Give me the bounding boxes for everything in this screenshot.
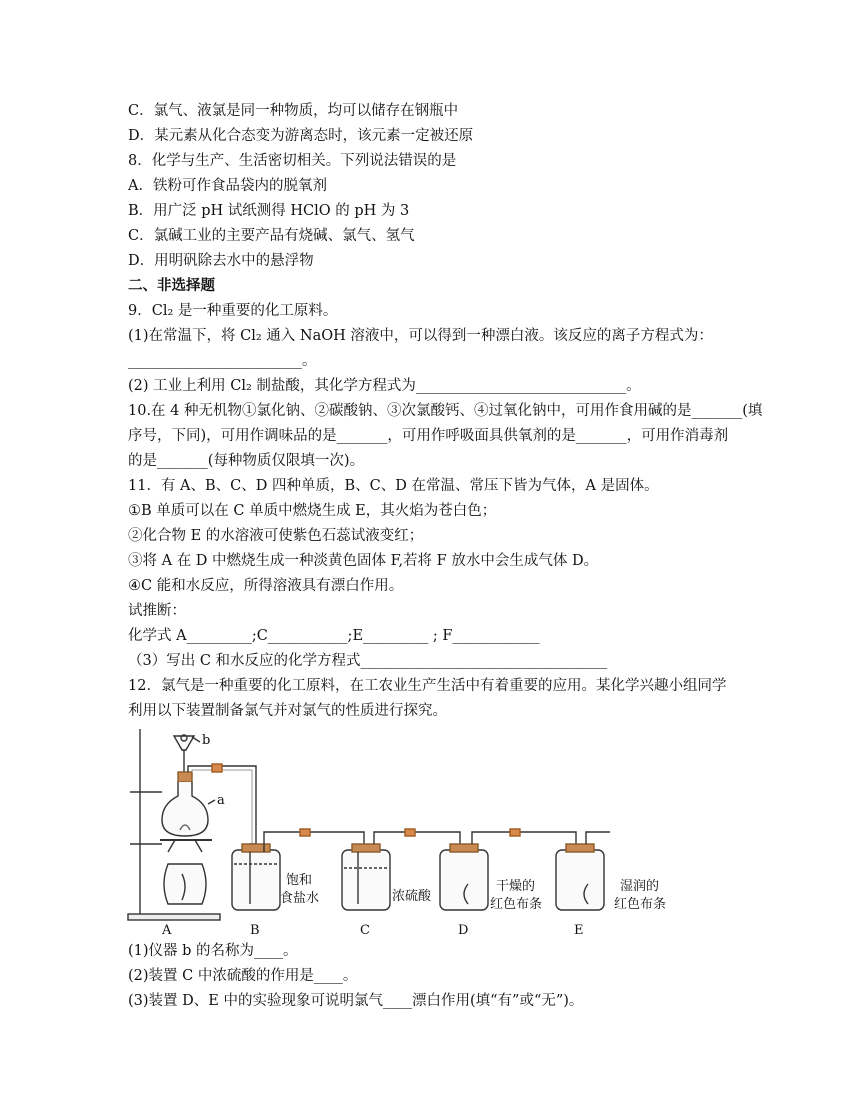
bottle-d-text-1: 干燥的 [496,879,536,894]
question-12-line-1: 12．氯气是一种重要的化工原料，在工农业生产生活中有着重要的应用。某化学兴趣小组同学 [128,678,727,694]
caption-b: B [250,923,260,938]
question-10-line-1: 10.在 4 种无机物①氯化钠、②碳酸钠、③次氯酸钙、④过氧化钠中，可用作食用碱的是_______(填 [128,403,763,419]
clue-1: ①B 单质可以在 C 单质中燃烧生成 E，其火焰为苍白色； [128,503,497,519]
separatory-funnel [174,736,194,750]
question-11-part-3: （3）写出 C 和水反应的化学方程式__________________________________ [128,653,608,669]
bottle-e [556,850,604,910]
clue-4: ④C 能和水反应，所得溶液具有漂白作用。 [128,578,404,594]
formula-blanks: 化学式 A_________;C___________;E_________ ; F____________ [128,628,540,644]
caption-e: E [574,923,584,938]
label-a: a [217,793,225,808]
option-7c: C．氯气、液氯是同一种物质，均可以储存在钢瓶中 [128,103,459,119]
question-12-line-2: 利用以下装置制备氯气并对氯气的性质进行探究。 [128,703,447,719]
question-12-part-3: (3)装置 D、E 中的实验现象可说明氯气____漂白作用(填“有”或“无”)。 [128,993,584,1009]
question-9: 9．Cl₂ 是一种重要的化工原料。 [128,303,338,319]
option-8a: A．铁粉可作食品袋内的脱氧剂 [128,178,327,194]
bottle-b [232,850,280,910]
clue-3: ③将 A 在 D 中燃烧生成一种淡黄色固体 F,若将 F 放水中会生成气体 D。 [128,553,599,569]
option-7d: D．某元素从化合态变为游离态时，该元素一定被还原 [128,128,474,144]
stand-base [128,914,220,920]
caption-d: D [458,923,469,938]
question-9-part-2: (2) 工业上利用 Cl₂ 制盐酸，其化学方程式为_____________________________。 [128,378,641,394]
bottle-e-text-2: 红色布条 [614,897,667,912]
bottle-c [342,850,390,910]
option-8b: B．用广泛 pH 试纸测得 HClO 的 pH 为 3 [128,203,410,219]
caption-a: A [162,923,172,938]
clue-2: ②化合物 E 的水溶液可使紫色石蕊试液变红； [128,528,424,544]
bottle-c-text: 浓硫酸 [392,889,432,904]
bottle-b-text-2: 食盐水 [280,891,320,906]
question-9-part-1: (1)在常温下，将 Cl₂ 通入 NaOH 溶液中，可以得到一种漂白液。该反应的离子方程式为： [128,328,713,344]
label-b: b [202,733,211,748]
bottle-e-text-1: 湿润的 [620,879,660,894]
question-12-part-2: (2)装置 C 中浓硫酸的作用是____。 [128,968,358,984]
question-12-part-1: (1)仪器 b 的名称为____。 [128,943,298,959]
caption-c: C [360,923,370,938]
round-bottom-flask [162,782,208,836]
question-8: 8．化学与生产、生活密切相关。下列说法错误的是 [128,153,457,169]
section-heading: 二、非选择题 [128,277,215,294]
infer-label: 试推断： [128,603,186,619]
bottle-b-text-1: 饱和 [286,873,313,888]
bottle-d [440,850,488,910]
apparatus-diagram [120,724,720,938]
answer-blank-9-1: ________________________。 [128,353,317,369]
option-8d: D．用明矾除去水中的悬浮物 [128,253,314,269]
question-10-line-2: 序号，下同)，可用作调味品的是_______，可用作呼吸面具供氧剂的是_______，可用作消毒剂 [128,428,729,444]
option-8c: C．氯碱工业的主要产品有烧碱、氯气、氢气 [128,228,415,244]
question-10-line-3: 的是_______(每种物质仅限填一次)。 [128,453,365,469]
bottle-d-text-2: 红色布条 [490,897,543,912]
question-11: 11．有 A、B、C、D 四种单质，B、C、D 在常温、常压下皆为气体，A 是固体。 [128,478,659,494]
